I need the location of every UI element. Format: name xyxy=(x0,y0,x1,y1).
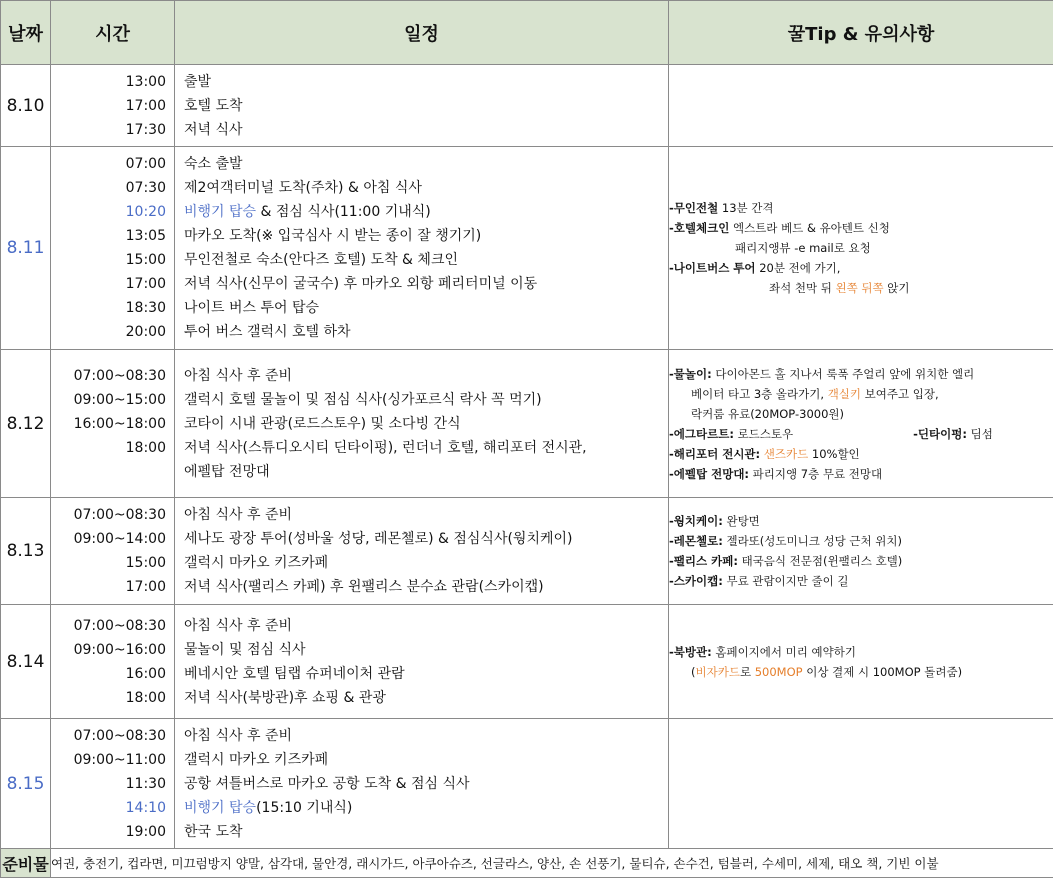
tip-line xyxy=(669,642,1053,662)
tip-label: -무인전철 xyxy=(669,201,719,215)
prep-row xyxy=(1,849,1053,878)
tips-cell xyxy=(669,719,1053,849)
tip-label: -에펠탑 전망대: xyxy=(669,466,750,481)
event-text: 투어 버스 갤럭시 호텔 하차 xyxy=(184,324,351,340)
event-text: 호텔 도착 xyxy=(184,97,243,114)
tip-label: -웡치케이: xyxy=(669,514,723,528)
prep-label: 준비물 xyxy=(1,849,51,878)
tip-text: 20분 전에 가기, xyxy=(755,261,841,275)
header-date: 날짜 xyxy=(1,1,51,65)
event-text: 한국 도착 xyxy=(184,823,243,840)
tip-line xyxy=(669,571,1053,591)
day-row-8-10 xyxy=(1,65,1053,147)
day-row-8-15 xyxy=(1,719,1053,849)
tip-line xyxy=(669,218,1053,238)
flight-highlight: 비행기 탑승 xyxy=(184,204,257,220)
tip-text: 좌석 천막 뒤 xyxy=(769,281,836,295)
event-text: 갤럭시 호텔 물놀이 및 점심 식사(싱가포르식 락사 꼭 먹기) xyxy=(184,391,542,408)
time-cell xyxy=(51,719,175,849)
event-text: 저녁 식사(스튜디오시티 딘타이펑), 런더너 호텔, 해리포터 전시관, xyxy=(184,439,587,456)
event-text: 베네시안 호텔 팀랩 슈퍼네이처 관람 xyxy=(184,665,405,682)
tip-label: -북방관: xyxy=(669,644,712,659)
tip-highlight: 왼쪽 뒤쪽 xyxy=(835,281,884,295)
tip-text: 엑스트라 베드 & 유아텐트 신청 xyxy=(729,221,890,235)
time-cell xyxy=(51,605,175,719)
tip-label: -물놀이: xyxy=(669,366,712,381)
tip-label: -팰리스 카페: xyxy=(669,554,738,568)
event-time: 11:30 xyxy=(125,775,166,792)
tip-line: 패리지앵뷰 -e mail로 요청 xyxy=(735,241,871,255)
tip-line: 락커룸 유료(20MOP-3000원) xyxy=(691,406,844,421)
tip-line xyxy=(669,531,1053,551)
day-row-8-11 xyxy=(1,147,1053,350)
date-cell: 8.12 xyxy=(1,350,51,498)
event-text: 무인전철로 숙소(안다즈 호텔) 도착 & 체크인 xyxy=(184,252,458,268)
event-time: 18:00 xyxy=(125,689,166,706)
event-time: 14:10 xyxy=(125,799,166,816)
tip-line xyxy=(669,511,1053,531)
tip-text: 로 xyxy=(739,664,755,679)
event-time: 19:00 xyxy=(125,823,166,840)
tip-text: 젤라또(성도미니크 성당 근처 위치) xyxy=(722,534,902,548)
tip-highlight: 비자카드 xyxy=(695,664,740,679)
time-cell xyxy=(51,147,175,350)
event-time: 10:20 xyxy=(125,204,166,220)
tip-line xyxy=(669,258,1053,278)
event-text-rest: & 점심 식사(11:00 기내식) xyxy=(256,204,431,220)
tip-line xyxy=(669,551,1053,571)
event-text: 저녁 식사(팰리스 카페) 후 윈팰리스 분수쇼 관람(스카이캡) xyxy=(184,579,544,595)
event-text: 출발 xyxy=(184,73,212,90)
date-cell: 8.14 xyxy=(1,605,51,719)
event-text xyxy=(175,200,668,224)
event-time: 09:00~15:00 xyxy=(73,391,166,408)
event-time: 17:00 xyxy=(125,276,166,292)
tip-text: 다이아몬드 홀 지나서 룩푹 주얼리 앞에 위치한 엘리 xyxy=(711,366,975,381)
schedule-cell xyxy=(175,147,669,350)
event-time: 09:00~11:00 xyxy=(73,751,166,768)
event-text: 공항 셔틀버스로 마카오 공항 도착 & 점심 식사 xyxy=(184,775,470,792)
event-text: 코타이 시내 관광(로드스토우) 및 소다빙 간식 xyxy=(184,415,461,432)
tip-line xyxy=(669,662,1053,682)
tip-highlight: 샌즈카드 xyxy=(760,446,809,461)
event-time: 13:00 xyxy=(125,73,166,90)
event-text: 아침 식사 후 준비 xyxy=(184,617,293,634)
tip-text: 완탕면 xyxy=(722,514,760,528)
event-time: 09:00~14:00 xyxy=(73,531,166,547)
date-cell: 8.11 xyxy=(1,147,51,350)
event-text: 에펠탑 전망대 xyxy=(184,463,270,480)
event-text: 숙소 출발 xyxy=(184,156,243,172)
event-text: 물놀이 및 점심 식사 xyxy=(184,641,306,658)
tip-text: 베이터 타고 3층 올라가기, xyxy=(691,386,828,401)
event-text xyxy=(175,796,668,820)
event-time: 07:00~08:30 xyxy=(73,727,166,744)
tip-line xyxy=(669,464,1053,484)
tip-text: 10%할인 xyxy=(808,446,860,461)
event-time: 18:30 xyxy=(125,300,166,316)
event-time: 17:00 xyxy=(125,579,166,595)
tip-highlight: 500MOP xyxy=(754,664,803,679)
prep-items: 여권, 충전기, 컵라면, 미끄럼방지 양말, 삼각대, 물안경, 래시가드, 아쿠아슈즈, 선글라스, 양산, 손 선풍기, 물티슈, 손수건, 텀블러, 수세미, 세제, 태오 책, 기빈 이불 xyxy=(51,849,1053,878)
event-text: 세나도 광장 투어(성바울 성당, 레몬첼로) & 점심식사(웡치케이) xyxy=(184,531,573,547)
tip-text: 홈페이지에서 미리 예약하기 xyxy=(711,644,856,659)
event-text: 갤럭시 마카오 키즈카페 xyxy=(184,555,329,571)
event-time: 15:00 xyxy=(125,555,166,571)
tip-text: ( xyxy=(691,664,696,679)
date-cell: 8.13 xyxy=(1,498,51,605)
tip-highlight: 객실키 xyxy=(827,386,862,401)
event-time: 13:05 xyxy=(125,228,166,244)
tip-line xyxy=(669,424,1053,444)
day-row-8-12 xyxy=(1,350,1053,498)
tip-text: 이상 결제 시 100MOP 돌려줌) xyxy=(802,664,963,679)
event-time: 07:00~08:30 xyxy=(73,507,166,523)
tip-line xyxy=(669,198,1053,218)
event-time: 17:30 xyxy=(125,121,166,138)
tip-line xyxy=(669,364,1053,384)
flight-highlight: 비행기 탑승 xyxy=(184,799,257,816)
time-cell xyxy=(51,350,175,498)
event-time xyxy=(51,460,174,484)
event-text: 나이트 버스 투어 탑승 xyxy=(184,300,320,316)
tip-text: 13분 간격 xyxy=(718,201,774,215)
tip-label: -호텔체크인 xyxy=(669,221,730,235)
event-text: 제2여객터미널 도착(주차) & 아침 식사 xyxy=(184,180,422,196)
tip-line xyxy=(669,444,1053,464)
event-time: 15:00 xyxy=(125,252,166,268)
schedule-cell xyxy=(175,719,669,849)
tips-cell xyxy=(669,605,1053,719)
event-text: 저녁 식사 xyxy=(184,121,243,138)
header-schedule: 일정 xyxy=(175,1,669,65)
schedule-cell xyxy=(175,605,669,719)
schedule-cell xyxy=(175,350,669,498)
header-time: 시간 xyxy=(51,1,175,65)
tip-text: 보여주고 입장, xyxy=(861,386,939,401)
tip-label: -딘타이펑: xyxy=(913,426,967,441)
tips-cell xyxy=(669,65,1053,147)
event-text: 저녁 식사(신무이 굴국수) 후 마카오 외항 페리터미널 이동 xyxy=(184,276,538,292)
event-text: 아침 식사 후 준비 xyxy=(184,507,293,523)
time-cell xyxy=(51,65,175,147)
tip-label: -해리포터 전시관: xyxy=(669,446,761,461)
event-text: 저녁 식사(북방관)후 쇼핑 & 관광 xyxy=(184,689,386,706)
tip-label: -스카이캡: xyxy=(669,574,723,588)
day-row-8-14 xyxy=(1,605,1053,719)
tips-cell xyxy=(669,498,1053,605)
event-time: 16:00 xyxy=(125,665,166,682)
header-tips: 꿀Tip & 유의사항 xyxy=(669,1,1053,65)
event-time: 09:00~16:00 xyxy=(73,641,166,658)
tip-text: 앉기 xyxy=(883,281,910,295)
event-text: 아침 식사 후 준비 xyxy=(184,727,293,744)
tips-cell xyxy=(669,147,1053,350)
tips-cell xyxy=(669,350,1053,498)
tip-line xyxy=(669,384,1053,404)
time-cell xyxy=(51,498,175,605)
event-text-rest: (15:10 기내식) xyxy=(256,799,353,816)
tip-text: 무료 관람이지만 줄이 길 xyxy=(722,574,849,588)
event-time: 17:00 xyxy=(125,97,166,114)
tip-text: 딤섬 xyxy=(966,426,993,441)
date-cell: 8.15 xyxy=(1,719,51,849)
event-time: 16:00~18:00 xyxy=(73,415,166,432)
event-time: 07:00~08:30 xyxy=(73,617,166,634)
event-text: 아침 식사 후 준비 xyxy=(184,367,293,384)
date-cell: 8.10 xyxy=(1,65,51,147)
schedule-cell xyxy=(175,498,669,605)
tip-text: 파리지앵 7층 무료 전망대 xyxy=(749,466,883,481)
tip-line xyxy=(669,278,1053,298)
tip-label: -나이트버스 투어 xyxy=(669,261,756,275)
event-time: 20:00 xyxy=(125,324,166,340)
event-text: 마카오 도착(※ 입국심사 시 받는 종이 잘 챙기기) xyxy=(184,228,482,244)
day-row-8-13 xyxy=(1,498,1053,605)
tip-label: -레몬첼로: xyxy=(669,534,723,548)
event-time: 18:00 xyxy=(125,439,166,456)
event-text: 갤럭시 마카오 키즈카페 xyxy=(184,751,329,768)
event-time: 07:00 xyxy=(125,156,166,172)
event-time: 07:00~08:30 xyxy=(73,367,166,384)
header-row xyxy=(1,1,1053,65)
tip-label: -에그타르트: xyxy=(669,426,734,441)
event-time: 07:30 xyxy=(125,180,166,196)
schedule-cell xyxy=(175,65,669,147)
tip-text: 로드스토우 xyxy=(733,426,794,441)
tip-text: 태국음식 전문점(윈팰리스 호텔) xyxy=(737,554,903,568)
